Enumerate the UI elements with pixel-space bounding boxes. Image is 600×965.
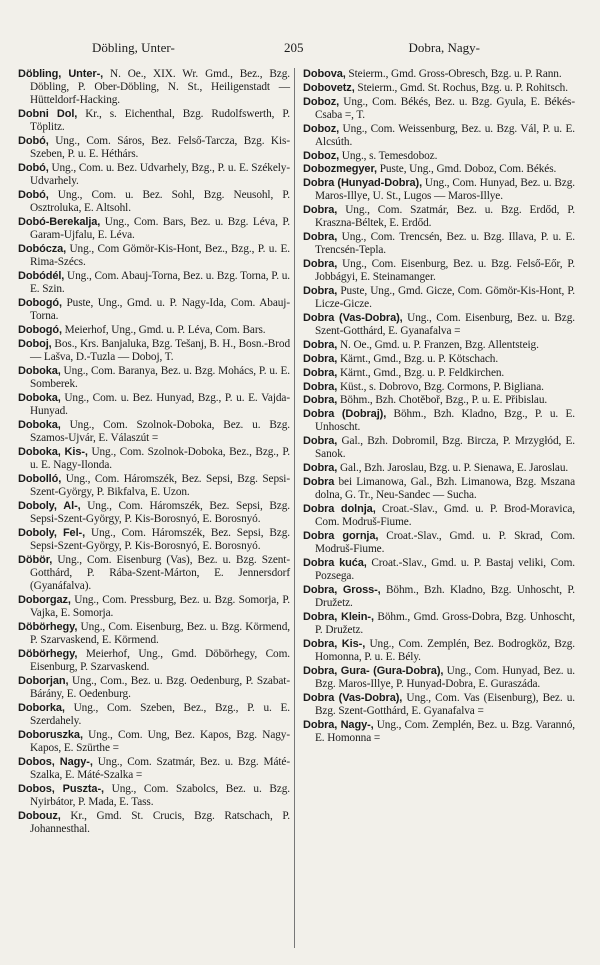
entry-body: Kr., Gmd. St. Crucis, Bzg. Ratschach, P. Johannesthal. bbox=[30, 810, 290, 836]
entry-headword: Doboka, bbox=[18, 365, 61, 377]
gazetteer-entry bbox=[18, 162, 290, 188]
gazetteer-entry bbox=[303, 611, 575, 637]
entry-body: Steierm., Gmd. Gross-Obresch, Bzg. u. P. Rann. bbox=[345, 68, 562, 80]
entry-headword: Dobra dolnja, bbox=[303, 502, 376, 515]
entry-body: Ung., Com. u. Bez. Hunyad, Bzg., P. u. E. Vajda-Hunyad. bbox=[30, 392, 290, 418]
entry-headword: Dobra, Gross-, bbox=[303, 583, 381, 596]
entry-body: Ung., Com. u. Bez. Sohl, Bzg. Neusohl, P. Osztroluka, E. Altsohl. bbox=[30, 189, 290, 215]
gazetteer-entry bbox=[303, 408, 575, 434]
entry-headword: Dobni Dol, bbox=[18, 108, 78, 121]
gazetteer-entry bbox=[18, 702, 290, 728]
entry-body: Böhm., Gmd. Gross-Dobra, Bzg. Unhoscht, P. Družetz. bbox=[315, 610, 575, 637]
entry-headword: Dobra, Kis-, bbox=[303, 637, 366, 650]
entry-headword: Dobra, bbox=[303, 380, 338, 393]
gazetteer-entry bbox=[303, 476, 575, 502]
entry-body: N. Oe., Gmd. u. P. Franzen, Bzg. Allentsteig. bbox=[337, 339, 539, 352]
entry-body: Ung., Com. Szatmár, Bez. u. Bzg. Erdőd, P. Kraszna-Béltek, E. Erdőd. bbox=[315, 204, 575, 230]
entry-body: Bos., Krs. Banjaluka, Bzg. Tešanj, B. H., Bosn.-Brod — Lašva, D.-Tuzla — Doboj, T. bbox=[30, 338, 290, 364]
gazetteer-entry bbox=[303, 82, 575, 95]
entry-headword: Dobra kuća, bbox=[303, 556, 367, 569]
gazetteer-entry bbox=[18, 243, 290, 269]
gazetteer-entry bbox=[303, 584, 575, 610]
entry-headword: Doboz, bbox=[303, 149, 340, 162]
gazetteer-entry bbox=[303, 435, 575, 461]
gazetteer-entry bbox=[303, 68, 575, 81]
gazetteer-entry bbox=[303, 503, 575, 529]
gazetteer-entry bbox=[18, 473, 290, 499]
entry-body: Ung., s. Temesdoboz. bbox=[339, 149, 438, 162]
entry-headword: Dobócza, bbox=[18, 243, 67, 256]
entry-headword: Dobra gornja, bbox=[303, 529, 379, 542]
entry-headword: Dobra, bbox=[303, 285, 338, 298]
entry-body: Kr., s. Eichenthal, Bzg. Rudolfswerth, P. Töplitz. bbox=[30, 108, 290, 134]
gazetteer-entry bbox=[303, 150, 575, 163]
entry-body: Croat.-Slav., Gmd. u. P. Brod-Moravica, Com. Modruš-Fiume. bbox=[315, 502, 576, 529]
entry-headword: Döbörhegy, bbox=[18, 648, 78, 661]
entry-body: Ung., Com. Zemplén, Bez. Bodrogköz, Bzg. Homonna, P. u. E. Bély. bbox=[315, 637, 576, 664]
entry-body: Ung., Com. Eisenburg, Bez. u. Bzg. Szent-Gotthárd, E. Gyanafalva = bbox=[315, 312, 575, 338]
entry-body: Gal., Bzh. Dobromil, Bzg. Bircza, P. Mrzygłód, E. Sanok. bbox=[315, 435, 575, 461]
entry-headword: Doboj, bbox=[18, 338, 52, 350]
entry-body: Croat.-Slav., Gmd. u. P. Bastaj veliki, Com. Pozsega. bbox=[315, 556, 576, 583]
entry-body: Puste, Ung., Gmd. u. P. Nagy-Ida, Com. Abauj-Torna. bbox=[30, 297, 290, 323]
gazetteer-entry bbox=[303, 665, 575, 691]
entry-body: Ung., Com. Háromszék, Bez. Sepsi, Bzg. Sepsi-Szent-György, P. Bikfalva, E. Uzon. bbox=[30, 473, 290, 499]
running-header bbox=[0, 40, 600, 60]
entry-body: Ung., Com. Eisenburg (Vas), Bez. u. Bzg. Szent-Gotthárd, P. Rába-Szent-Márton, E. Jennersdorf (Gyanáfalva). bbox=[30, 554, 290, 593]
entry-body: Puste, Ung., Gmd. Doboz, Com. Békés. bbox=[377, 163, 557, 176]
entry-headword: Döbling, Unter-, bbox=[18, 68, 104, 80]
gazetteer-entry bbox=[18, 297, 290, 323]
gazetteer-entry bbox=[303, 692, 575, 718]
entry-headword: Dobra, bbox=[303, 204, 338, 217]
entry-headword: Dobra, bbox=[303, 258, 338, 271]
gazetteer-entry bbox=[18, 324, 290, 337]
gazetteer-entry bbox=[18, 783, 290, 809]
entry-headword: Doboz, bbox=[303, 122, 340, 135]
entry-headword: Doboz, bbox=[303, 95, 340, 108]
entry-headword: Dobó, bbox=[18, 162, 49, 175]
entry-body: Kärnt., Gmd., Bzg. u. P. Kötschach. bbox=[337, 352, 499, 365]
entry-body: Böhm., Bzh. Kladno, Bzg. Unhoscht, P. Družetz. bbox=[315, 583, 575, 610]
entry-body: Kärnt., Gmd., Bzg. u. P. Feldkirchen. bbox=[337, 366, 505, 379]
entry-body: Ung., Com. Sáros, Bez. Felső-Tarcza, Bzg. Kis-Szeben, P. u. E. Héthárs. bbox=[30, 135, 290, 161]
entry-headword: Dobra bbox=[303, 475, 335, 488]
entry-body: Puste, Ung., Gmd. Gicze, Com. Gömör-Kis-Hont, P. Licze-Gicze. bbox=[315, 285, 575, 311]
gazetteer-entry bbox=[303, 163, 575, 176]
entry-body: Ung., Com. u. Bez. Udvarhely, Bzg., P. u. E. Székely-Udvarhely. bbox=[30, 162, 290, 188]
entry-headword: Doborka, bbox=[18, 702, 65, 715]
entry-headword: Dobogó, bbox=[18, 324, 62, 337]
entry-body: Ung., Com. Békés, Bez. u. Bzg. Gyula, E. Békés-Csaba =, T. bbox=[315, 95, 575, 121]
entry-headword: Dobra (Dobraj), bbox=[303, 408, 387, 421]
entry-headword: Dobovetz, bbox=[303, 81, 355, 94]
entry-body: Ung., Com. Szabolcs, Bez. u. Bzg. Nyirbátor, P. Mada, E. Tass. bbox=[30, 783, 290, 809]
entry-headword: Döbör, bbox=[18, 554, 53, 566]
entry-headword: Dobó-Berekalja, bbox=[18, 216, 101, 229]
entry-headword: Dobra, bbox=[303, 352, 338, 365]
gazetteer-entry bbox=[303, 177, 575, 203]
entry-headword: Dobra, bbox=[303, 435, 338, 448]
gazetteer-entry bbox=[303, 96, 575, 122]
column-divider bbox=[294, 68, 295, 948]
entry-body: Ung., Com. Eisenburg, Bez. u. Bzg. Felső-Eőr, P. Jobbágyi, E. Steinamanger. bbox=[315, 258, 575, 284]
gazetteer-entry bbox=[18, 594, 290, 620]
entry-headword: Dobó, bbox=[18, 135, 49, 148]
gazetteer-entry bbox=[303, 381, 575, 394]
entry-body: Ung., Com. Vas (Eisenburg), Bez. u. Bzg. Szent-Gotthárd, E. Gyanafalva = bbox=[315, 691, 575, 718]
gazetteer-entry bbox=[18, 365, 290, 391]
entry-headword: Doboka, bbox=[18, 392, 61, 404]
page-number: 205 bbox=[284, 40, 304, 55]
entry-headword: Dobra (Vas-Dobra), bbox=[303, 312, 403, 325]
entry-headword: Dobra, bbox=[303, 339, 338, 352]
gazetteer-entry bbox=[18, 554, 290, 594]
entry-body: Ung., Com Gömör-Kis-Hont, Bez., Bzg., P. u. E. Rima-Szécs. bbox=[30, 243, 290, 269]
entry-body: Böhm., Bzh. Chotěboř, Bzg., P. u. E. Přibislau. bbox=[337, 394, 548, 407]
entry-body: Croat.-Slav., Gmd. u. P. Skrad, Com. Modruš-Fiume. bbox=[315, 529, 575, 556]
gazetteer-entry bbox=[18, 338, 290, 364]
entry-headword: Dobra, bbox=[303, 394, 338, 407]
entry-body: Ung., Com. Eisenburg, Bez. u. Bzg. Körmend, P. Szarvaskend, E. Körmend. bbox=[30, 621, 290, 647]
entry-headword: Dobra, bbox=[303, 366, 338, 379]
gazetteer-entry bbox=[18, 648, 290, 674]
entry-headword: Döbörhegy, bbox=[18, 621, 78, 634]
gazetteer-entry bbox=[18, 446, 290, 472]
gazetteer-entry bbox=[303, 462, 575, 475]
gazetteer-entry bbox=[303, 231, 575, 257]
entry-headword: Doboly, Fel-, bbox=[18, 527, 86, 539]
header-right-keyword: Dobra, Nagy- bbox=[408, 40, 480, 55]
entry-body: Ung., Com. Szeben, Bez., Bzg., P. u. E. Szerdahely. bbox=[30, 702, 290, 728]
entry-body: Ung., Com. Zemplén, Bez. u. Bzg. Varannó, E. Homonna = bbox=[315, 718, 575, 745]
entry-body: Ung., Com. Szatmár, Bez. u. Bzg. Máté-Szalka, E. Máté-Szalka = bbox=[30, 756, 290, 782]
gazetteer-entry bbox=[303, 530, 575, 556]
gazetteer-entry bbox=[18, 270, 290, 296]
gazetteer-entry bbox=[303, 285, 575, 311]
entry-headword: Doboly, Al-, bbox=[18, 500, 81, 512]
entry-body: Meierhof, Ung., Gmd. Döbörhegy, Com. Eisenburg, P. Szarvaskend. bbox=[30, 648, 290, 674]
entry-body: Böhm., Bzh. Kladno, Bzg., P. u. E. Unhoscht. bbox=[315, 408, 575, 434]
entry-body: Ung., Com. Hunyad, Bez. u. Bzg. Maros-Illye, U. St., Lugos — Maros-Illye. bbox=[315, 177, 575, 203]
gazetteer-entry bbox=[303, 638, 575, 664]
entry-body: Steierm., Gmd. St. Rochus, Bzg. u. P. Rohitsch. bbox=[354, 81, 568, 94]
entry-headword: Doborjan, bbox=[18, 675, 69, 688]
gazetteer-entry bbox=[303, 367, 575, 380]
entry-headword: Doboka, Kis-, bbox=[18, 446, 88, 458]
entry-body: Küst., s. Dobrovo, Bzg. Cormons, P. Bigliana. bbox=[337, 380, 544, 393]
gazetteer-entry bbox=[18, 675, 290, 701]
entry-body: Ung., Com. Szolnok-Doboka, Bez., Bzg., P. u. E. Nagy-Ilonda. bbox=[30, 446, 290, 472]
gazetteer-entry bbox=[18, 68, 290, 108]
entry-headword: Dobos, Nagy-, bbox=[18, 756, 93, 769]
entry-body: Ung., Com. Pressburg, Bez. u. Bzg. Somorja, P. Vajka, E. Somorja. bbox=[30, 594, 290, 620]
gazetteer-entry bbox=[18, 108, 290, 134]
entry-body: Ung., Com. Weissenburg, Bez. u. Bzg. Vál, P. u. E. Alcsúth. bbox=[315, 122, 575, 148]
entry-body: bei Limanowa, Gal., Bzh. Limanowa, Bzg. Mszana dolna, G. Tr., Neu-Sandec — Sucha. bbox=[315, 475, 575, 502]
entry-body: Ung., Com. Baranya, Bez. u. Bzg. Mohács, P. u. E. Somberek. bbox=[30, 365, 290, 391]
entry-headword: Dobra, bbox=[303, 231, 338, 244]
entry-body: Ung., Com. Bars, Bez. u. Bzg. Léva, P. Garam-Ujfalu, E. Léva. bbox=[30, 216, 290, 242]
entry-body: Ung., Com. Trencsén, Bez. u. Bzg. Illava, P. u. E. Trencsén-Tepla. bbox=[315, 231, 575, 257]
entry-headword: Dobozmegyer, bbox=[303, 163, 377, 176]
entry-body: Ung., Com. Ung, Bez. Kapos, Bzg. Nagy-Kapos, E. Szürthe = bbox=[30, 729, 290, 755]
entry-headword: Dobó, bbox=[18, 189, 49, 202]
entry-body: Ung., Com., Bez. u. Bzg. Oedenburg, P. Szabat-Bárány, E. Oedenburg. bbox=[30, 675, 290, 701]
entry-body: Ung., Com. Hunyad, Bez. u. Bzg. Maros-Illye, P. Hunyad-Dobra, E. Guraszáda. bbox=[315, 664, 575, 691]
gazetteer-entry bbox=[303, 719, 575, 745]
gazetteer-entry bbox=[303, 123, 575, 149]
gazetteer-entry bbox=[303, 394, 575, 407]
entry-body: Meierhof, Ung., Gmd. u. P. Léva, Com. Bars. bbox=[61, 324, 266, 337]
header-left-keyword: Döbling, Unter- bbox=[92, 40, 175, 55]
gazetteer-entry bbox=[18, 216, 290, 242]
gazetteer-entry bbox=[18, 419, 290, 445]
gazetteer-entry bbox=[303, 339, 575, 352]
entry-headword: Dobra (Hunyad-Dobra), bbox=[303, 177, 423, 190]
entry-headword: Dobra, Klein-, bbox=[303, 610, 374, 623]
entry-headword: Dobouz, bbox=[18, 810, 61, 823]
entry-headword: Dobogó, bbox=[18, 297, 62, 310]
entry-headword: Dobolló, bbox=[18, 473, 62, 485]
entry-headword: Dobra, Gura- (Gura-Dobra), bbox=[303, 664, 444, 677]
gazetteer-entry bbox=[18, 810, 290, 836]
entry-body: Gal., Bzh. Jaroslau, Bzg. u. P. Sienawa, E. Jaroslau. bbox=[337, 462, 569, 475]
entry-body: Ung., Com. Szolnok-Doboka, Bez. u. Bzg. Szamos-Ujvár, E. Válaszút = bbox=[30, 419, 290, 445]
entry-body: Ung., Com. Háromszék, Bez. Sepsi, Bzg. Sepsi-Szent-György, P. Kis-Borosnyó, E. Borosnyó. bbox=[30, 500, 290, 526]
gazetteer-entry bbox=[303, 557, 575, 583]
gazetteer-entry bbox=[303, 353, 575, 366]
gazetteer-entry bbox=[18, 729, 290, 755]
gazetteer-entry bbox=[18, 527, 290, 553]
gazetteer-entry bbox=[18, 621, 290, 647]
gazetteer-entry bbox=[18, 500, 290, 526]
entry-headword: Dobova, bbox=[303, 68, 346, 80]
entry-body: Ung., Com. Háromszék, Bez. Sepsi, Bzg. Sepsi-Szent-György, P. Kis-Borosnyó, E. Borosnyó. bbox=[30, 527, 290, 553]
left-column bbox=[18, 68, 290, 837]
gazetteer-entry bbox=[303, 204, 575, 230]
gazetteer-entry bbox=[303, 312, 575, 338]
gazetteer-entry bbox=[18, 756, 290, 782]
entry-headword: Dobos, Puszta-, bbox=[18, 783, 104, 796]
entry-headword: Dobra, Nagy-, bbox=[303, 718, 374, 731]
gazetteer-entry bbox=[303, 258, 575, 284]
entry-headword: Dobra, bbox=[303, 462, 338, 475]
right-column bbox=[303, 68, 575, 746]
gazetteer-entry bbox=[18, 189, 290, 215]
entry-headword: Dobra (Vas-Dobra), bbox=[303, 691, 403, 704]
entry-headword: Doboruszka, bbox=[18, 729, 83, 742]
entry-headword: Dobódél, bbox=[18, 270, 65, 283]
entry-body: N. Oe., XIX. Wr. Gmd., Bez., Bzg. Döbling, P. Ober-Döbling, N. St., Heiligenstadt — Hütteldorf-Hacking. bbox=[30, 68, 290, 107]
entry-body: Ung., Com. Abauj-Torna, Bez. u. Bzg. Torna, P. u. E. Szin. bbox=[30, 270, 290, 296]
gazetteer-entry bbox=[18, 392, 290, 418]
entry-headword: Doborgaz, bbox=[18, 594, 71, 607]
gazetteer-entry bbox=[18, 135, 290, 161]
entry-headword: Doboka, bbox=[18, 419, 61, 431]
